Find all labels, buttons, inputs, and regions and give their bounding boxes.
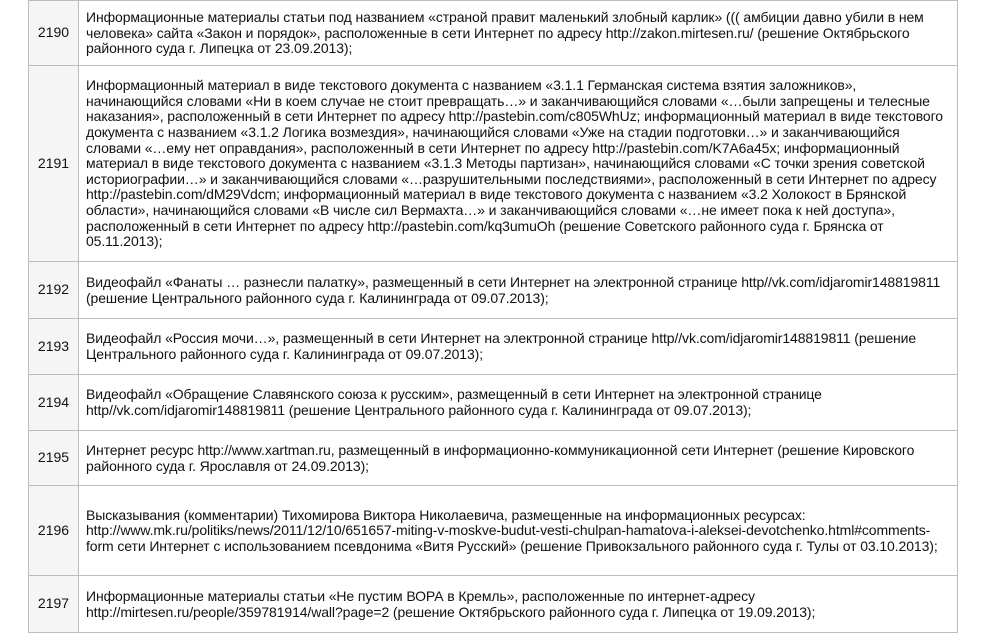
entry-number: 2196 bbox=[29, 486, 79, 576]
table-row bbox=[29, 1, 958, 66]
table-row bbox=[29, 319, 958, 375]
entry-description: Информационный материал в виде текстового документа с названием «3.1.1 Германская система взятия заложников», начинающийся словами «Ни в коем случае не стоит превращать…» и заканчивающийся словами «…были запрещены и телесные наказания», расположенный в сети Интернет по адресу http://pastebin.com/c805WhUz; информационный материал в виде текстового документа с названием «3.1.2 Логика возмездия», начинающийся словами «Уже на стадии подготовки…» и заканчивающийся словами «…ему нет оправдания», расположенный в сети Интернет по адресу http://pastebin.com/K7A6a45x; информационный материал в виде текстового документа с названием «3.1.3 Методы партизан», начинающийся словами «С точки зрения советской историографии…» и заканчивающийся словами «…разрушительными последствиями», расположенный в сети Интернет по адресу http://pastebin.com/dM29Vdcm; информационный материал в виде текстового документа с названием «3.2 Холокост в Брянской области», начинающийся словами «В числе сил Вермахта…» и заканчивающийся словами «…не имеет пока к ней доступа», расположенный в сети Интернет по адресу http://pastebin.com/kq3umuOh (решение Советского районного суда г. Брянска от 05.11.2013); bbox=[79, 66, 958, 262]
entry-number: 2197 bbox=[29, 576, 79, 633]
table-row bbox=[29, 576, 958, 633]
entry-description: Видеофайл «Россия мочи…», размещенный в сети Интернет на электронной странице http//vk.com/idjaromir148819811 (решение Центрального районного суда г. Калининграда от 09.07.2013); bbox=[79, 319, 958, 375]
entry-number: 2193 bbox=[29, 319, 79, 375]
entry-number: 2195 bbox=[29, 431, 79, 486]
entry-number: 2194 bbox=[29, 375, 79, 431]
entry-description: Высказывания (комментарии) Тихомирова Виктора Николаевича, размещенные на информационных ресурсах: http://www.mk.ru/politiks/news/2011/12/10/651657-miting-v-moskve-budut-vesti-chulpan-hamatova-i-aleksei-devotchenko.html#comments-form сети Интернет с использованием псевдонима «Витя Русский» (решение Привокзального районного суда г. Тулы от 03.10.2013); bbox=[79, 486, 958, 576]
entry-number: 2192 bbox=[29, 262, 79, 319]
table-row bbox=[29, 66, 958, 262]
entry-description: Интернет ресурс http://www.xartman.ru, размещенный в информационно-коммуникационной сети Интернет (решение Кировского районного суда г. Ярославля от 24.09.2013); bbox=[79, 431, 958, 486]
entry-description: Видеофайл «Обращение Славянского союза к русским», размещенный в сети Интернет на электронной странице http//vk.com/idjaromir148819811 (решение Центрального районного суда г. Калининграда от 09.07.2013); bbox=[79, 375, 958, 431]
table-row bbox=[29, 486, 958, 576]
entry-description: Видеофайл «Фанаты … разнесли палатку», размещенный в сети Интернет на электронной странице http//vk.com/idjaromir148819811 (решение Центрального районного суда г. Калининграда от 09.07.2013); bbox=[79, 262, 958, 319]
table-row bbox=[29, 431, 958, 486]
entry-description: Информационные материалы статьи «Не пустим ВОРА в Кремль», расположенные по интернет-адресу http://mirtesen.ru/people/359781914/wall?page=2 (решение Октябрьского районного суда г. Липецка от 19.09.2013); bbox=[79, 576, 958, 633]
entry-number: 2191 bbox=[29, 66, 79, 262]
entry-number: 2190 bbox=[29, 1, 79, 66]
table-row bbox=[29, 262, 958, 319]
extremist-materials-table bbox=[28, 0, 958, 633]
table-row bbox=[29, 375, 958, 431]
registry-table-container bbox=[28, 0, 957, 633]
entry-description: Информационные материалы статьи под названием «страной правит маленький злобный карлик» ((( амбиции давно убили в нем человека» сайта «Закон и порядок», расположенные в сети Интернет по адресу http://zakon.mirtesen.ru/ (решение Октябрьского районного суда г. Липецка от 23.09.2013); bbox=[79, 1, 958, 66]
